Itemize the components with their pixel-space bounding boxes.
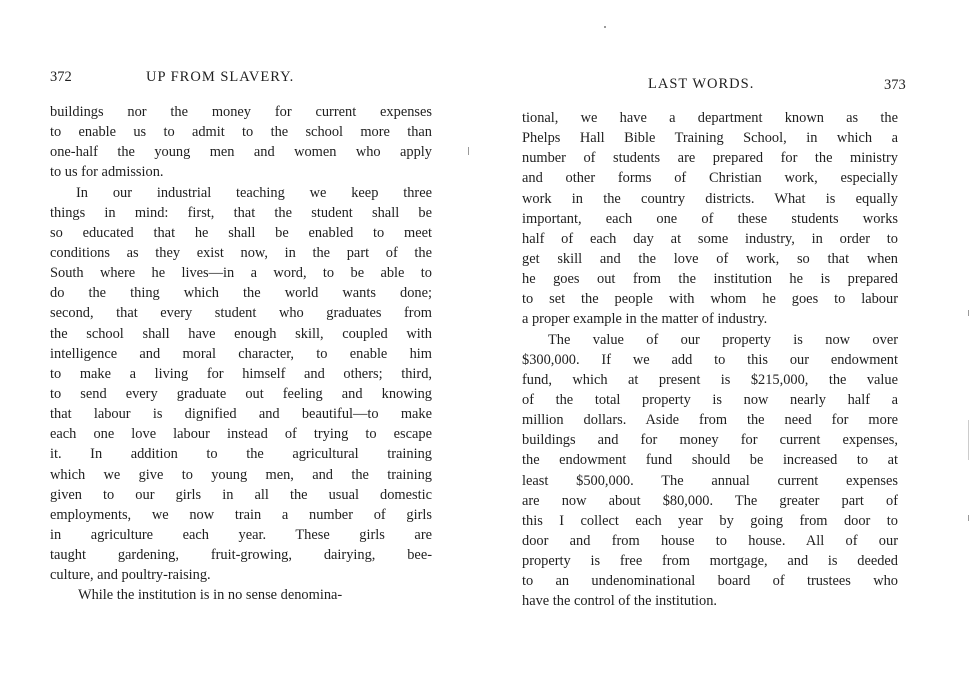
text-line: intelligence and moral character, to enable him (50, 345, 432, 362)
text-line: second, that every student who graduates from (50, 305, 432, 322)
text-line: The value of our property is now over (548, 331, 898, 348)
text-line: so educated that he shall be enabled to meet (50, 224, 432, 241)
text-line: and other forms of Christian work, especially (522, 170, 898, 187)
text-line: each one love labour instead of trying to escape (50, 426, 432, 443)
text-line: which we give to young men, and the training (50, 466, 432, 483)
text-line: South where he lives—in a word, to be able to (50, 265, 432, 282)
text-line: one-half the young men and women who apply (50, 144, 432, 161)
text-line: have the control of the institution. (522, 593, 718, 610)
right-page-text (522, 108, 898, 612)
text-line: of the total property is now nearly half a (522, 391, 898, 408)
text-line: taught gardening, fruit-growing, dairying, bee- (50, 547, 432, 564)
text-line: $300,000. If we add to this our endowment (522, 351, 898, 368)
text-line: to set the people with whom he goes to labour (522, 291, 898, 308)
text-line: to enable us to admit to the school more than (50, 124, 432, 141)
right-page (490, 0, 980, 673)
right-running-title: LAST WORDS. (648, 76, 755, 92)
right-page-number: 373 (884, 77, 906, 93)
text-line: it. In addition to the agricultural training (50, 446, 432, 463)
left-page-text (50, 102, 432, 606)
text-line: tional, we have a department known as the (522, 110, 898, 126)
text-line: the school shall have enough skill, coupled with (50, 325, 432, 342)
text-line: fund, which at present is $215,000, the value (522, 371, 898, 388)
text-line: given to our girls in all the usual domestic (50, 486, 432, 503)
text-line: to make a living for himself and others; third, (50, 365, 432, 382)
scan-speck (968, 420, 969, 460)
text-line: Phelps Hall Bible Training School, in which a (522, 130, 898, 147)
text-line: that labour is dignified and beautiful—to make (50, 406, 432, 423)
text-line: do the thing which the world wants done; (50, 285, 432, 302)
text-line: buildings nor the money for current expenses (50, 104, 432, 120)
text-line: to send every graduate out feeling and knowing (50, 385, 432, 402)
text-line: employments, we now train a number of girls (50, 506, 432, 523)
text-line: are now about $80,000. The greater part of (522, 492, 898, 509)
text-line: get skill and the love of work, so that when (522, 250, 898, 267)
text-line: to us for admission. (50, 164, 164, 181)
text-line: the endowment fund should be increased to at (522, 452, 898, 469)
text-line: to an undenominational board of trustees who (522, 573, 898, 590)
text-line: he goes out from the institution he is prepared (522, 271, 898, 288)
text-line: property is free from mortgage, and is deeded (522, 553, 898, 570)
text-line: things in mind: first, that the student shall be (50, 204, 432, 221)
text-line: in agriculture each year. These girls are (50, 526, 432, 543)
scan-speck (968, 515, 969, 521)
text-line: While the institution is in no sense denomina- (78, 587, 343, 604)
text-line: half of each day at some industry, in order to (522, 230, 898, 247)
text-line: In our industrial teaching we keep three (76, 184, 432, 201)
scan-speck (968, 310, 969, 316)
scan-speck (604, 26, 606, 28)
text-line: buildings and for money for current expenses, (522, 432, 898, 449)
text-line: important, each one of these students works (522, 210, 898, 227)
scan-speck (468, 147, 469, 155)
text-line: least $500,000. The annual current expenses (522, 472, 898, 489)
text-line: a proper example in the matter of industry. (522, 311, 768, 328)
left-running-title: UP FROM SLAVERY. (146, 69, 295, 85)
text-line: number of students are prepared for the ministry (522, 150, 898, 167)
text-line: this I collect each year by going from door to (522, 512, 898, 529)
left-page-number: 372 (50, 69, 72, 85)
text-line: work in the country districts. What is equally (522, 190, 898, 207)
text-line: culture, and poultry-raising. (50, 567, 211, 584)
text-line: million dollars. Aside from the need for more (522, 412, 898, 429)
text-line: conditions as they exist now, in the part of the (50, 244, 432, 261)
text-line: door and from house to house. All of our (522, 532, 898, 549)
